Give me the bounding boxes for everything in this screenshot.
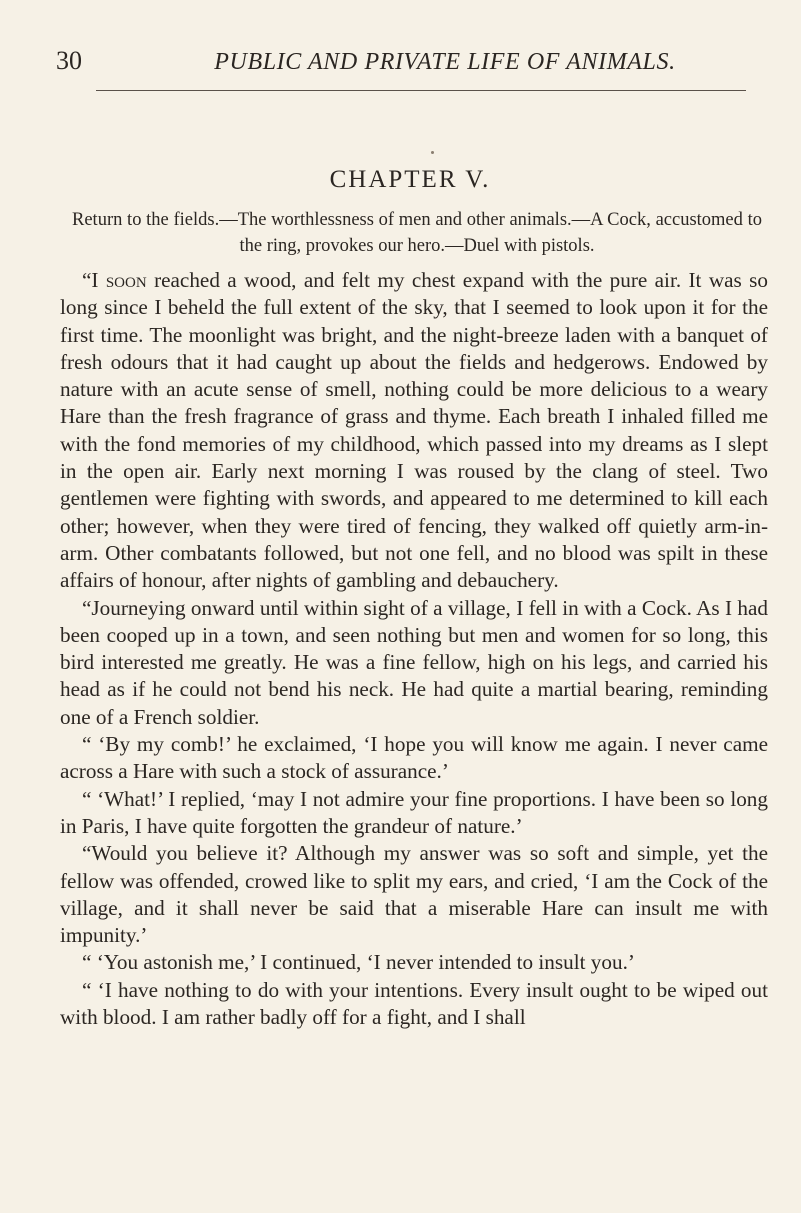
header-rule [96, 90, 746, 91]
paragraph-opening: “I [82, 268, 106, 292]
ornament-dot [431, 151, 434, 154]
paragraph: “ ‘I have nothing to do with your intentions. Every insult ought to be wiped out with blood. I am rather badly off for a fight, and I shall [60, 977, 768, 1030]
running-title: PUBLIC AND PRIVATE LIFE OF ANIMALS. [214, 49, 676, 75]
chapter-body [60, 267, 768, 1031]
paragraph: “ ‘You astonish me,’ I continued, ‘I never intended to insult you.’ [82, 950, 635, 975]
paragraph-text: reached a wood, and felt my chest expand with the pure air. It was so long since I beheld the full extent of the sky, that I seemed to look upon it for the first time. The moonlight was bright, and the night-breeze laden with a banquet of fresh odours that it had caught up about the fields and hedgerows. Endowed by nature with an acute sense of smell, nothing could be more delicious to a weary Hare than the fresh fragrance of grass and thyme. Each breath I inhaled filled me with the fond memories of my childhood, which passed into my dreams as I slept in the open air. Early next morning I was roused by the clang of steel. Two gentlemen were fighting with swords, and appeared to me determined to kill each other; however, when they were tired of fencing, they walked off quietly arm-in-arm. Other combatants followed, but not one fell, and no blood was spilt in these affairs of honour, after nights of gambling and debauchery. [60, 268, 768, 593]
chapter-title: CHAPTER V. [329, 166, 491, 193]
paragraph: “ ‘What!’ I replied, ‘may I not admire your fine proportions. I have been so long in Paris, I have quite forgotten the grandeur of nature.’ [60, 786, 768, 838]
paragraph: “ ‘By my comb!’ he exclaimed, ‘I hope you will know me again. I never came across a Hare with such a stock of assurance.’ [60, 732, 768, 784]
chapter-synopsis: Return to the fields.—The worthlessness of men and other animals.—A Cock, accustomed to the ring, provokes our hero.—Duel with pistols. [72, 210, 762, 256]
paragraph-smallcaps-word: soon [105, 268, 147, 292]
paragraph: “Would you believe it? Although my answer was so soft and simple, yet the fellow was offended, crowed like to split my ears, and cried, ‘I am the Cock of the village, and it shall never be said that a miserable Hare can insult me with impunity.’ [60, 841, 768, 948]
paragraph: “Journeying onward until within sight of a village, I fell in with a Cock. As I had been cooped up in a town, and seen nothing but men and women for so long, this bird interested me greatly. He was a fine fellow, high on his legs, and carried his head as if he could not bend his neck. He had quite a martial bearing, reminding one of a French soldier. [60, 595, 768, 729]
paragraph [60, 267, 768, 595]
page-number: 30 [56, 46, 82, 75]
